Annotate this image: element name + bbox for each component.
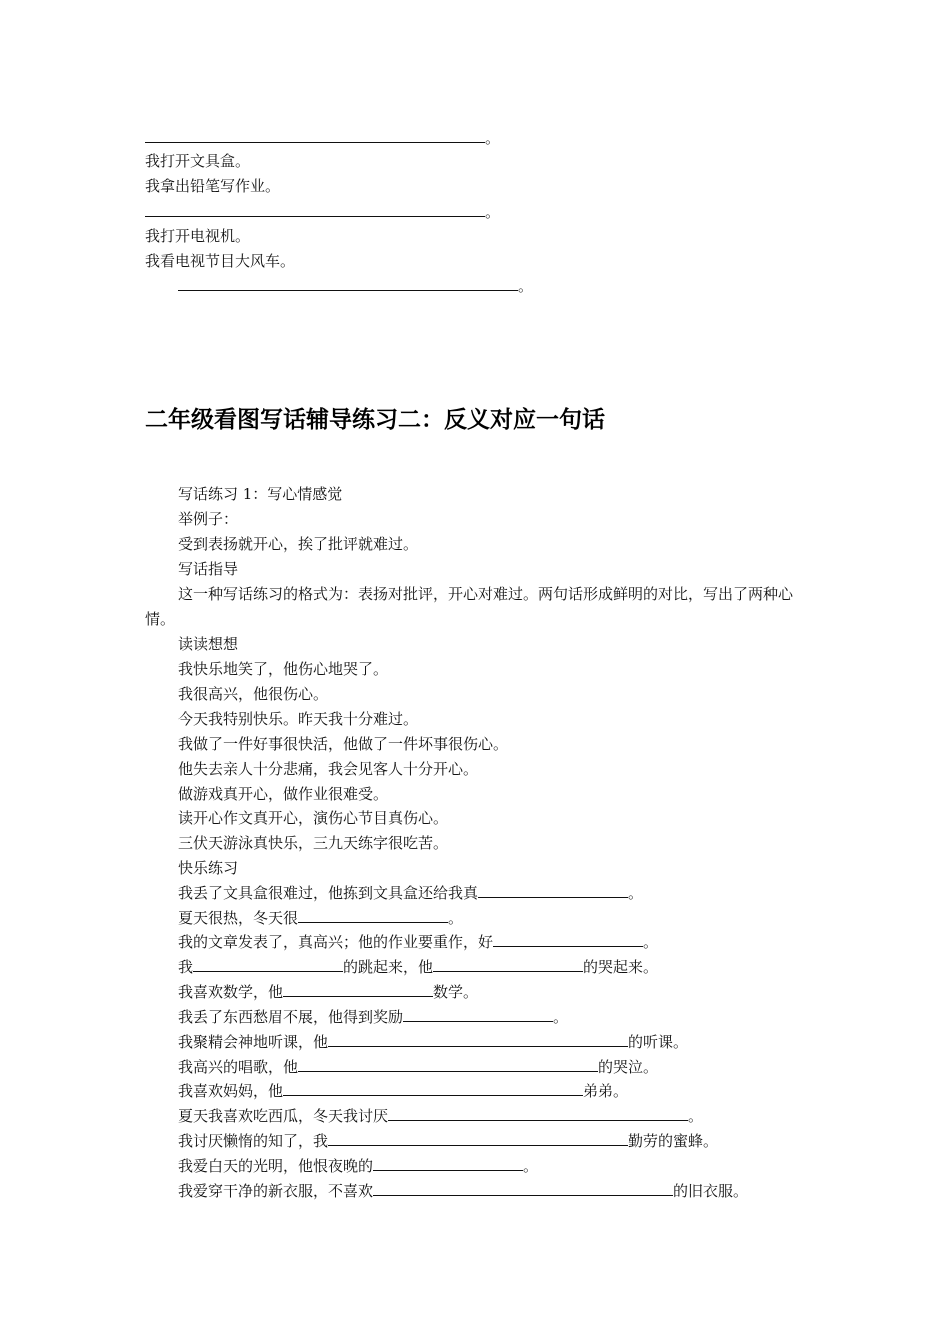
text: 。: [448, 909, 464, 927]
fill-line: [145, 202, 500, 222]
fill-line: [145, 128, 500, 148]
practice-item: [178, 982, 478, 1002]
blank[interactable]: [388, 1106, 688, 1121]
blank[interactable]: [328, 1032, 628, 1047]
text: 我的文章发表了，真高兴；他的作业要重作，好: [178, 933, 494, 951]
text-line: 我拿出铅笔写作业。: [145, 177, 281, 195]
text: 的旧衣服。: [673, 1182, 749, 1200]
text: 。: [628, 884, 644, 902]
exercise-title: 写话练习 1：写心情感觉: [178, 485, 343, 503]
text: 弟弟。: [583, 1082, 629, 1100]
blank[interactable]: [283, 982, 433, 997]
practice-item: [178, 1106, 703, 1126]
blank[interactable]: [373, 1181, 673, 1196]
read-item: 做游戏真开心，做作业很难受。: [178, 785, 389, 803]
blank[interactable]: [478, 883, 628, 898]
read-item: 我很高兴，他很伤心。: [178, 685, 329, 703]
practice-item: [178, 1156, 538, 1176]
text: 我喜欢数学，他: [178, 983, 284, 1001]
text: 我喜欢妈妈，他: [178, 1082, 284, 1100]
practice-item: [178, 883, 643, 903]
section-heading: 二年级看图写话辅导练习二：反义对应一句话: [145, 407, 605, 433]
text: 。: [518, 277, 534, 295]
blank[interactable]: [283, 1081, 583, 1096]
text: 。: [643, 933, 659, 951]
text: 夏天我喜欢吃西瓜，冬天我讨厌: [178, 1107, 389, 1125]
text-line: 我打开电视机。: [145, 227, 251, 245]
example-label: 举例子：: [178, 510, 239, 528]
text: 。: [553, 1008, 569, 1026]
practice-item: [178, 1032, 688, 1052]
text: 我爱白天的光明，他恨夜晚的: [178, 1157, 374, 1175]
text: 。: [485, 203, 501, 221]
practice-label: 快乐练习: [178, 859, 239, 877]
practice-item: [178, 1007, 568, 1027]
fill-line: [178, 276, 533, 296]
blank[interactable]: [328, 1131, 628, 1146]
practice-item: [178, 932, 658, 952]
text-line: 我打开文具盒。: [145, 152, 251, 170]
practice-item: [178, 1181, 748, 1201]
read-item: 他失去亲人十分悲痛，我会见客人十分开心。: [178, 760, 479, 778]
example-text: 受到表扬就开心，挨了批评就难过。: [178, 535, 419, 553]
blank[interactable]: [178, 276, 518, 291]
guide-paragraph: 这一种写话练习的格式为：表扬对批评，开心对难过。两句话形成鲜明的对比，写出了两种心情。: [145, 585, 794, 628]
blank[interactable]: [373, 1156, 523, 1171]
read-item: 今天我特别快乐。昨天我十分难过。: [178, 710, 419, 728]
practice-item: [178, 1057, 658, 1077]
practice-item: [178, 908, 463, 928]
practice-item: [178, 957, 658, 977]
blank[interactable]: [193, 957, 343, 972]
text: 勤劳的蜜蜂。: [628, 1132, 719, 1150]
text: 我丢了文具盒很难过，他拣到文具盒还给我真: [178, 884, 479, 902]
blank[interactable]: [493, 932, 643, 947]
text: 我高兴的唱歌，他: [178, 1058, 299, 1076]
text: 我讨厌懒惰的知了，我: [178, 1132, 329, 1150]
text: 我爱穿干净的新衣服，不喜欢: [178, 1182, 374, 1200]
text: 。: [688, 1107, 704, 1125]
read-item: 我快乐地笑了，他伤心地哭了。: [178, 660, 389, 678]
blank[interactable]: [403, 1007, 553, 1022]
blank[interactable]: [433, 957, 583, 972]
text: 数学。: [433, 983, 479, 1001]
blank[interactable]: [298, 1057, 598, 1072]
text: 我聚精会神地听课，他: [178, 1033, 329, 1051]
blank[interactable]: [145, 202, 485, 217]
text: 。: [485, 129, 501, 147]
guide-label: 写话指导: [178, 560, 239, 578]
read-item: 读开心作文真开心，演伤心节目真伤心。: [178, 809, 449, 827]
text: 的哭泣。: [598, 1058, 659, 1076]
text-line: 我看电视节目大风车。: [145, 252, 296, 270]
practice-item: [178, 1131, 718, 1151]
text: 我: [178, 958, 194, 976]
read-item: 三伏天游泳真快乐，三九天练字很吃苦。: [178, 834, 449, 852]
read-item: 我做了一件好事很快活，他做了一件坏事很伤心。: [178, 735, 509, 753]
practice-item: [178, 1081, 628, 1101]
text: 我丢了东西愁眉不展，他得到奖励: [178, 1008, 404, 1026]
blank[interactable]: [298, 908, 448, 923]
text: 的听课。: [628, 1033, 689, 1051]
text: 的跳起来，他: [343, 958, 434, 976]
read-label: 读读想想: [178, 635, 239, 653]
blank[interactable]: [145, 128, 485, 143]
text: 的哭起来。: [583, 958, 659, 976]
text: 。: [523, 1157, 539, 1175]
text: 夏天很热，冬天很: [178, 909, 299, 927]
